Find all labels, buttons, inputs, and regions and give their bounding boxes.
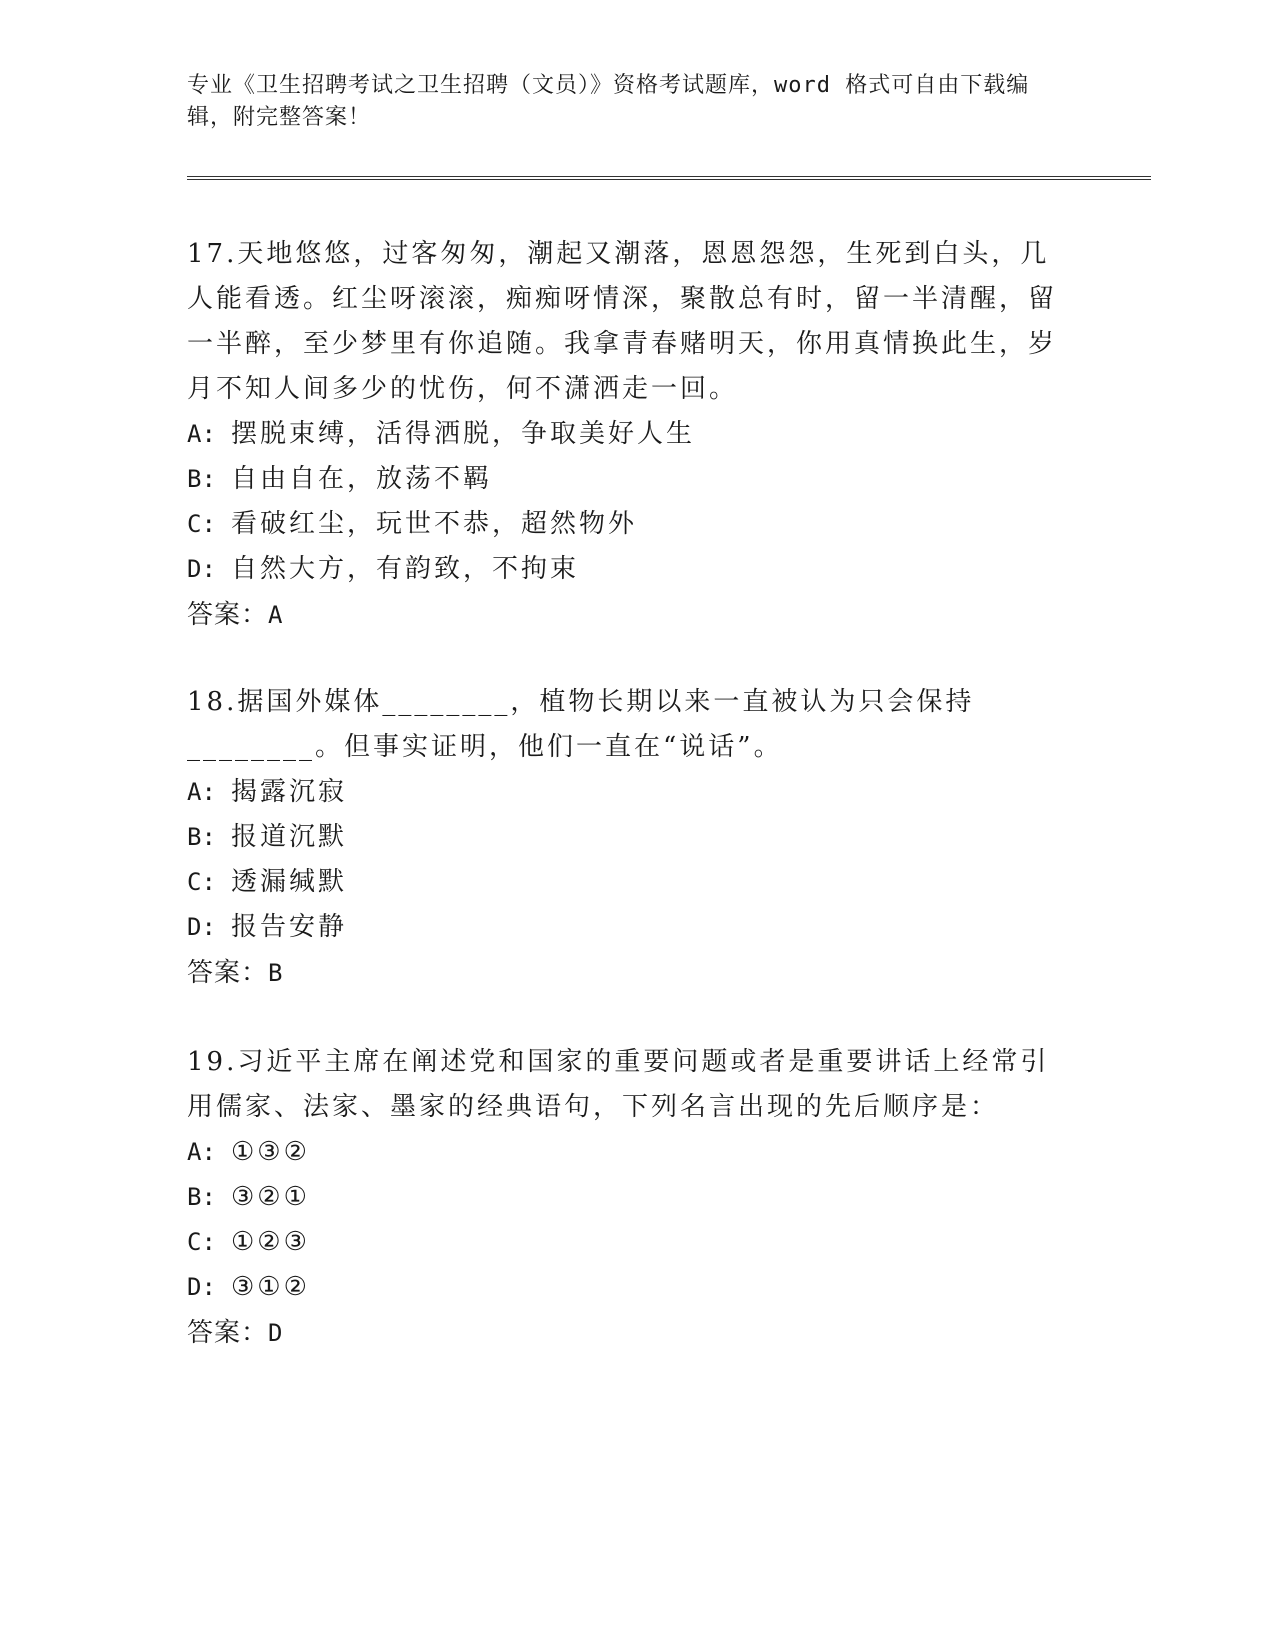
option-letter: B: [187,1183,216,1211]
option-text: ③①② [231,1272,310,1302]
option-letter: A: [187,420,216,448]
option-d [187,1265,1077,1310]
option-text: 报告安静 [231,912,348,942]
answer-line [187,950,1077,996]
option-b [187,1175,1077,1220]
answer-value: A [268,601,284,629]
answer-line [187,1310,1077,1356]
option-letter: A: [187,778,216,806]
answer-label: 答案： [187,600,269,630]
option-text: 自然大方，有韵致，不拘束 [231,554,580,584]
option-text: 自由自在，放荡不羁 [231,464,493,494]
option-text: ①②③ [231,1227,310,1257]
option-letter: C: [187,1228,216,1256]
option-c [187,860,1077,905]
option-a [187,412,1077,457]
option-letter: B: [187,465,216,493]
question-stem: 19.习近平主席在阐述党和国家的重要问题或者是重要讲话上经常引用儒家、法家、墨家的经典语句，下列名言出现的先后顺序是： [187,1047,1050,1122]
option-letter: A: [187,1138,216,1166]
option-b [187,457,1077,502]
answer-label: 答案： [187,1318,269,1348]
option-text: 看破红尘，玩世不恭，超然物外 [231,509,638,539]
answer-value: B [268,959,284,987]
answer-line [187,592,1077,638]
option-letter: C: [187,510,216,538]
option-letter: D: [187,1273,216,1301]
header-divider [187,176,1151,180]
option-text: ①③② [231,1137,310,1167]
option-letter: C: [187,868,216,896]
answer-label: 答案： [187,958,269,988]
option-c [187,502,1077,547]
option-letter: B: [187,823,216,851]
option-c [187,1220,1077,1265]
option-text: ③②① [231,1182,310,1212]
option-a [187,770,1077,815]
option-d [187,905,1077,950]
option-text: 报道沉默 [231,822,348,852]
option-text: 透漏缄默 [231,867,348,897]
question-18 [187,680,1077,996]
option-text: 揭露沉寂 [231,777,348,807]
option-b [187,815,1077,860]
question-stem: 17.天地悠悠，过客匆匆，潮起又潮落，恩恩怨怨，生死到白头，几人能看透。红尘呀滚滚，痴痴呀情深，聚散总有时，留一半清醒，留一半醉，至少梦里有你追随。我拿青春赌明天，你用真情换此生，岁月不知人间多少的忧伤，何不潇洒走一回。 [187,239,1058,404]
header-text: 专业《卫生招聘考试之卫生招聘（文员）》资格考试题库，word 格式可自由下载编辑，附完整答案！ [187,73,1030,130]
option-d [187,547,1077,592]
answer-value: D [268,1319,284,1347]
option-letter: D: [187,555,216,583]
option-letter: D: [187,913,216,941]
question-stem: 18.据国外媒体________，植物长期以来一直被认为只会保持________。但事实证明，他们一直在“说话”。 [187,687,975,762]
question-19 [187,1040,1077,1356]
option-a [187,1130,1077,1175]
document-header [187,70,1067,134]
option-text: 摆脱束缚，活得洒脱，争取美好人生 [231,419,696,449]
question-17 [187,232,1077,638]
